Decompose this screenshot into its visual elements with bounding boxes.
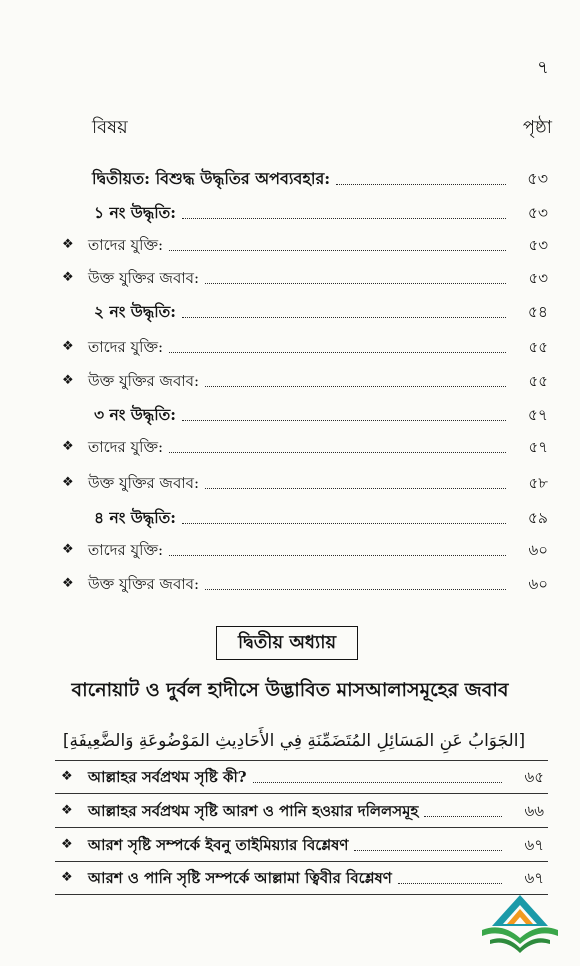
entry-page-number: ৫৭: [527, 406, 548, 424]
entry-page-number: ৫৯: [527, 509, 548, 527]
entry-text: তাদের যুক্তি:: [88, 541, 164, 559]
entry-page-number: ৬০: [528, 541, 548, 559]
entry-text: আল্লাহর সর্বপ্রথম সৃষ্টি আরশ ও পানি হওয়ার দলিলসমূহ: [88, 802, 419, 820]
toc-section-heading: [58, 166, 548, 192]
entry-text: ১ নং উদ্ধৃতি:: [94, 203, 177, 222]
chapter-title: দ্বিতীয় অধ্যায়: [216, 626, 358, 660]
toc-entry: [55, 761, 548, 794]
toc-entry: [58, 265, 548, 291]
dot-leader: [182, 218, 506, 219]
toc-entry: [55, 829, 548, 862]
entry-text: ৩ নং উদ্ধৃতি:: [94, 405, 177, 424]
diamond-bullet-icon: ❖: [62, 373, 74, 388]
dot-leader: [169, 250, 506, 251]
entry-page-number: ৫৭: [528, 438, 548, 456]
toc-entry: [58, 537, 548, 563]
entry-page-number: ৫৫: [528, 372, 548, 390]
entry-page-number: ৬৬: [524, 802, 544, 820]
entry-text: উক্ত যুক্তির জবাব:: [88, 372, 200, 390]
entry-text: তাদের যুক্তি:: [88, 438, 164, 456]
diamond-bullet-icon: ❖: [62, 270, 74, 285]
diamond-bullet-icon: ❖: [62, 237, 74, 252]
diamond-bullet-icon: ❖: [61, 837, 73, 852]
toc-citation-heading: [58, 299, 548, 325]
dot-leader: [424, 816, 502, 817]
dot-leader: [182, 317, 506, 318]
publisher-logo-icon: [476, 892, 564, 958]
dot-leader: [205, 386, 506, 387]
entry-page-number: ৬৭: [524, 869, 544, 887]
entry-page-number: ৬৫: [524, 768, 544, 786]
dot-leader: [182, 420, 506, 421]
toc-entry: [58, 368, 548, 394]
entry-page-number: ৫৩: [528, 236, 548, 254]
diamond-bullet-icon: ❖: [61, 803, 73, 818]
page-number: ৭: [537, 57, 549, 78]
entry-text: দ্বিতীয়ত: বিশুদ্ধ উদ্ধৃতির অপব্যবহার:: [92, 169, 331, 188]
entry-text: ৪ নং উদ্ধৃতি:: [94, 508, 177, 527]
diamond-bullet-icon: ❖: [62, 475, 74, 490]
dot-leader: [253, 782, 502, 783]
dot-leader: [354, 850, 502, 851]
diamond-bullet-icon: ❖: [61, 769, 73, 784]
dot-leader: [182, 523, 506, 524]
dot-leader: [205, 589, 506, 590]
entry-text: তাদের যুক্তি:: [88, 338, 164, 356]
toc-citation-heading: [58, 200, 548, 226]
entry-text: উক্ত যুক্তির জবাব:: [88, 474, 200, 492]
diamond-bullet-icon: ❖: [61, 870, 73, 885]
entry-page-number: ৫৩: [527, 204, 548, 222]
entry-text: উক্ত যুক্তির জবাব:: [88, 269, 200, 287]
chapter-arabic-title: [الجَوَابُ عَنِ المَسَائِلِ المُتَضَمِّنَةِ فِي الأَحَادِيثِ المَوْضُوعَةِ وَالضَّعِيفَةِ]: [62, 731, 526, 751]
toc-citation-heading: [58, 402, 548, 428]
entry-text: ২ নং উদ্ধৃতি:: [94, 302, 177, 321]
toc-citation-heading: [58, 505, 548, 531]
dot-leader: [169, 452, 506, 453]
entry-page-number: ৫৩: [527, 169, 548, 188]
entry-page-number: ৬৭: [524, 836, 544, 854]
diamond-bullet-icon: ❖: [62, 542, 74, 557]
toc-entry: [58, 571, 548, 597]
chapter-subtitle: বানোয়াট ও দুর্বল হাদীসে উদ্ভাবিত মাসআলাসমূহের জবাব: [71, 679, 509, 701]
dot-leader: [169, 352, 506, 353]
entry-text: আরশ সৃষ্টি সম্পর্কে ইবনু তাইমিয়্যার বিশ্লেষণ: [88, 836, 349, 854]
dot-leader: [336, 184, 506, 185]
entry-text: আরশ ও পানি সৃষ্টি সম্পর্কে আল্লামা ত্বিবীর বিশ্লেষণ: [88, 869, 392, 887]
toc-entry: [58, 470, 548, 496]
diamond-bullet-icon: ❖: [62, 339, 74, 354]
entry-text: আল্লাহর সর্বপ্রথম সৃষ্টি কী?: [88, 768, 247, 786]
toc-entry: [58, 232, 548, 258]
publisher-logo: [476, 892, 564, 958]
toc-entry: [58, 434, 548, 460]
toc-entry: [55, 862, 548, 895]
toc-entry: [58, 334, 548, 360]
topic-column-label: বিষয়: [92, 117, 128, 138]
dot-leader: [169, 555, 506, 556]
entry-page-number: ৫৪: [527, 303, 548, 321]
entry-page-number: ৫৮: [528, 474, 548, 492]
page-column-label: পৃষ্ঠা: [522, 117, 552, 138]
entry-page-number: ৫৩: [528, 269, 548, 287]
entry-text: তাদের যুক্তি:: [88, 236, 164, 254]
toc-entry: [55, 795, 548, 828]
dot-leader: [205, 283, 506, 284]
diamond-bullet-icon: ❖: [62, 439, 74, 454]
entry-page-number: ৫৫: [528, 338, 548, 356]
entry-page-number: ৬০: [528, 575, 548, 593]
dot-leader: [398, 883, 502, 884]
dot-leader: [205, 488, 506, 489]
diamond-bullet-icon: ❖: [62, 576, 74, 591]
entry-text: উক্ত যুক্তির জবাব:: [88, 575, 200, 593]
